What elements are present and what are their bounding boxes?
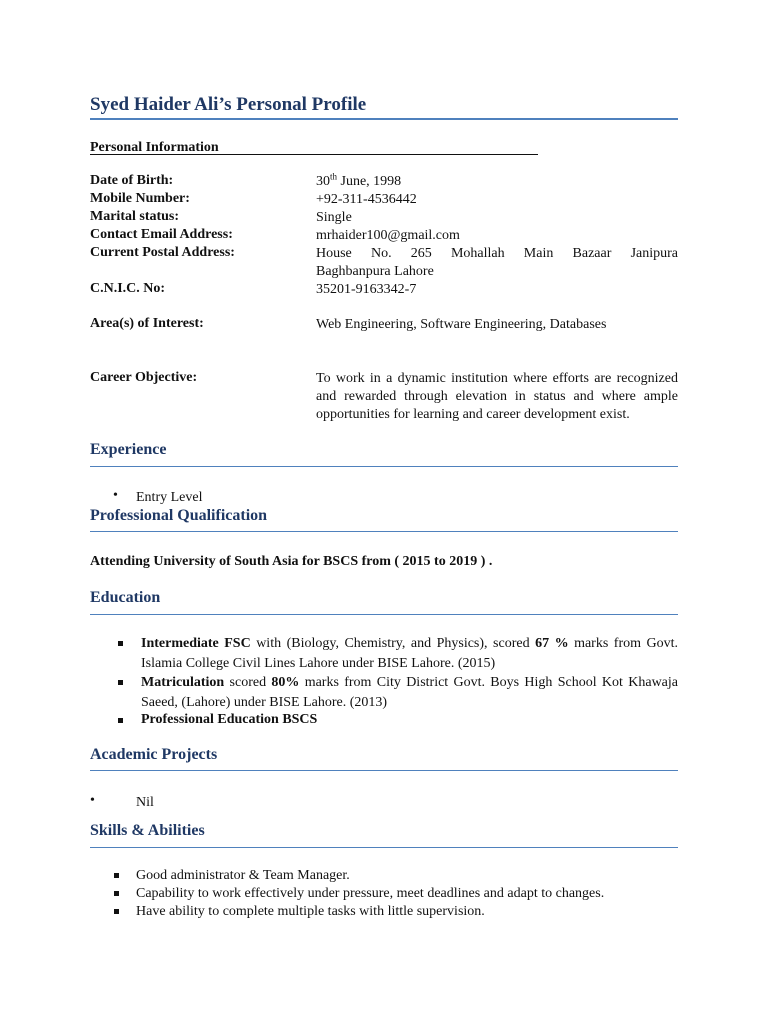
professional-text: Attending University of South Asia for BSCS from ( 2015 to 2019 ) . — [90, 554, 493, 569]
matric-title: Matriculation — [141, 675, 225, 690]
professional-heading: Professional Qualification — [90, 507, 268, 524]
dob-suffix: th — [330, 171, 338, 182]
mobile-value: +92-311-4536442 — [316, 192, 417, 207]
dob-month-year: June, 1998 — [337, 174, 402, 189]
postal-line-2: Baghbanpura Lahore — [316, 264, 434, 279]
page-title: Syed Haider Ali’s Personal Profile — [90, 94, 367, 115]
square-bullet — [118, 680, 123, 685]
objective-value: To work in a dynamic institution where efforts are recognized and rewarded through elevation in status and where ample opportunities for learning and career development exist. — [316, 371, 678, 422]
projects-divider — [90, 770, 678, 771]
cnic-label: C.N.I.C. No: — [90, 281, 166, 296]
dob-day: 30 — [316, 174, 330, 189]
personal-info-underline — [90, 154, 538, 155]
mobile-label: Mobile Number: — [90, 191, 190, 206]
interest-label: Area(s) of Interest: — [90, 316, 204, 331]
projects-item: Nil — [136, 795, 154, 810]
matric-text-a: scored — [224, 675, 272, 690]
education-heading: Education — [90, 589, 161, 606]
skills-divider — [90, 847, 678, 848]
matric-text-b: marks from City District Govt. Boys High School Kot Khawaja Saeed, (Lahore) under BISE Lahore. (2013) — [141, 675, 678, 710]
square-bullet — [114, 891, 119, 896]
education-item-fsc — [141, 634, 678, 674]
skills-item: Capability to work effectively under pressure, meet deadlines and adapt to changes. — [136, 886, 605, 901]
cnic-value: 35201-9163342-7 — [316, 282, 417, 297]
education-item-bscs: Professional Education BSCS — [141, 712, 318, 727]
projects-heading: Academic Projects — [90, 746, 218, 763]
title-divider — [90, 118, 678, 120]
email-value: mrhaider100@gmail.com — [316, 228, 460, 243]
objective-label: Career Objective: — [90, 370, 198, 385]
skills-item: Have ability to complete multiple tasks with little supervision. — [136, 904, 485, 919]
square-bullet — [118, 641, 123, 646]
fsc-title: Intermediate FSC — [141, 636, 251, 651]
experience-divider — [90, 466, 678, 467]
skills-item: Good administrator & Team Manager. — [136, 868, 350, 883]
square-bullet — [114, 873, 119, 878]
postal-label: Current Postal Address: — [90, 245, 235, 260]
skills-heading: Skills & Abilities — [90, 822, 205, 839]
fsc-text-a: with (Biology, Chemistry, and Physics), scored — [250, 636, 536, 651]
professional-divider — [90, 531, 678, 532]
personal-info-heading: Personal Information — [90, 140, 219, 155]
marital-label: Marital status: — [90, 209, 180, 224]
dob-value — [316, 173, 678, 191]
email-label: Contact Email Address: — [90, 227, 233, 242]
education-divider — [90, 614, 678, 615]
experience-heading: Experience — [90, 441, 167, 458]
experience-item: Entry Level — [136, 490, 203, 505]
postal-line-1: House No. 265 Mohallah Main Bazaar Janipura — [316, 246, 678, 261]
bullet-dot: • — [113, 488, 118, 503]
bullet-dot: • — [90, 793, 95, 808]
square-bullet — [118, 718, 123, 723]
marital-value: Single — [316, 210, 352, 225]
interest-value: Web Engineering, Software Engineering, Databases — [316, 317, 607, 332]
square-bullet — [114, 909, 119, 914]
fsc-text-b: marks from Govt. Islamia College Civil Lines Lahore under BISE Lahore. (2015) — [141, 636, 678, 671]
matric-score: 80% — [271, 675, 300, 690]
dob-label: Date of Birth: — [90, 173, 174, 188]
education-item-matric — [141, 673, 678, 713]
fsc-score: 67 % — [535, 636, 569, 651]
